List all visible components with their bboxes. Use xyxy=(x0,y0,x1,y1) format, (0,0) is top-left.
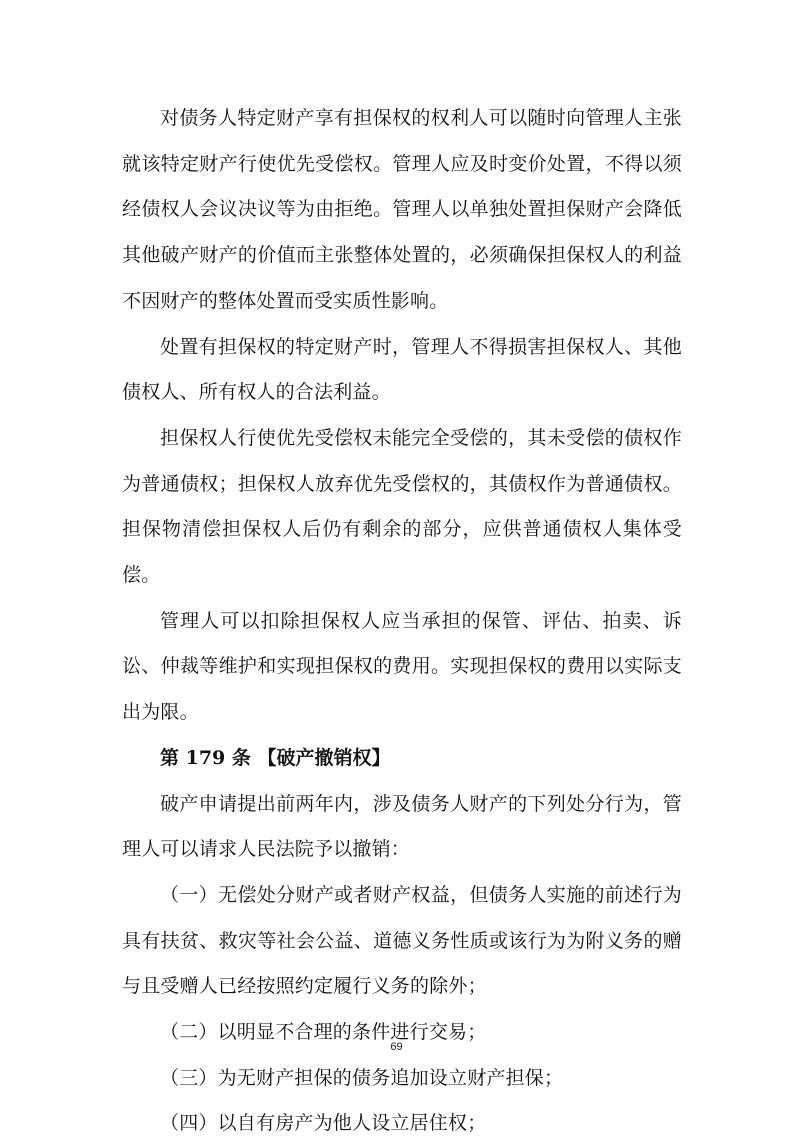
paragraph: 管理人可以扣除担保权人应当承担的保管、评估、拍卖、诉讼、仲裁等维护和实现担保权的费用。实现担保权的费用以实际支出为限。 xyxy=(122,609,682,724)
article-intro: 破产申请提出前两年内，涉及债务人财产的下列处分行为，管理人可以请求人民法院予以撤销： xyxy=(122,792,682,861)
list-item: （四）以自有房产为他人设立居住权； xyxy=(160,1112,487,1135)
body-text xyxy=(122,96,682,1147)
list-item: （三）为无财产担保的债务追加设立财产担保； xyxy=(160,1066,564,1089)
paragraph: 处置有担保权的特定财产时，管理人不得损害担保权人、其他债权人、所有权人的合法利益。 xyxy=(122,335,682,404)
article-heading: 第 179 条 【破产撤销权】 xyxy=(160,746,391,769)
list-item: （二）以明显不合理的条件进行交易； xyxy=(160,1021,487,1044)
list-item: （一）无偿处分财产或者财产权益，但债务人实施的前述行为具有扶贫、救灾等社会公益、道德义务性质或该行为为附义务的赠与且受赠人已经按照约定履行义务的除外； xyxy=(122,883,682,998)
paragraph: 担保权人行使优先受偿权未能完全受偿的，其未受偿的债权作为普通债权；担保权人放弃优先受偿权的，其债权作为普通债权。担保物清偿担保权人后仍有剩余的部分，应供普通债权人集体受偿。 xyxy=(122,426,682,587)
paragraph: 对债务人特定财产享有担保权的权利人可以随时向管理人主张就该特定财产行使优先受偿权。管理人应及时变价处置，不得以须经债权人会议决议等为由拒绝。管理人以单独处置担保财产会降低其他破产财产的价值而主张整体处置的，必须确保担保权人的利益不因财产的整体处置而受实质性影响。 xyxy=(122,107,682,312)
page-number: 69 xyxy=(390,1041,403,1053)
